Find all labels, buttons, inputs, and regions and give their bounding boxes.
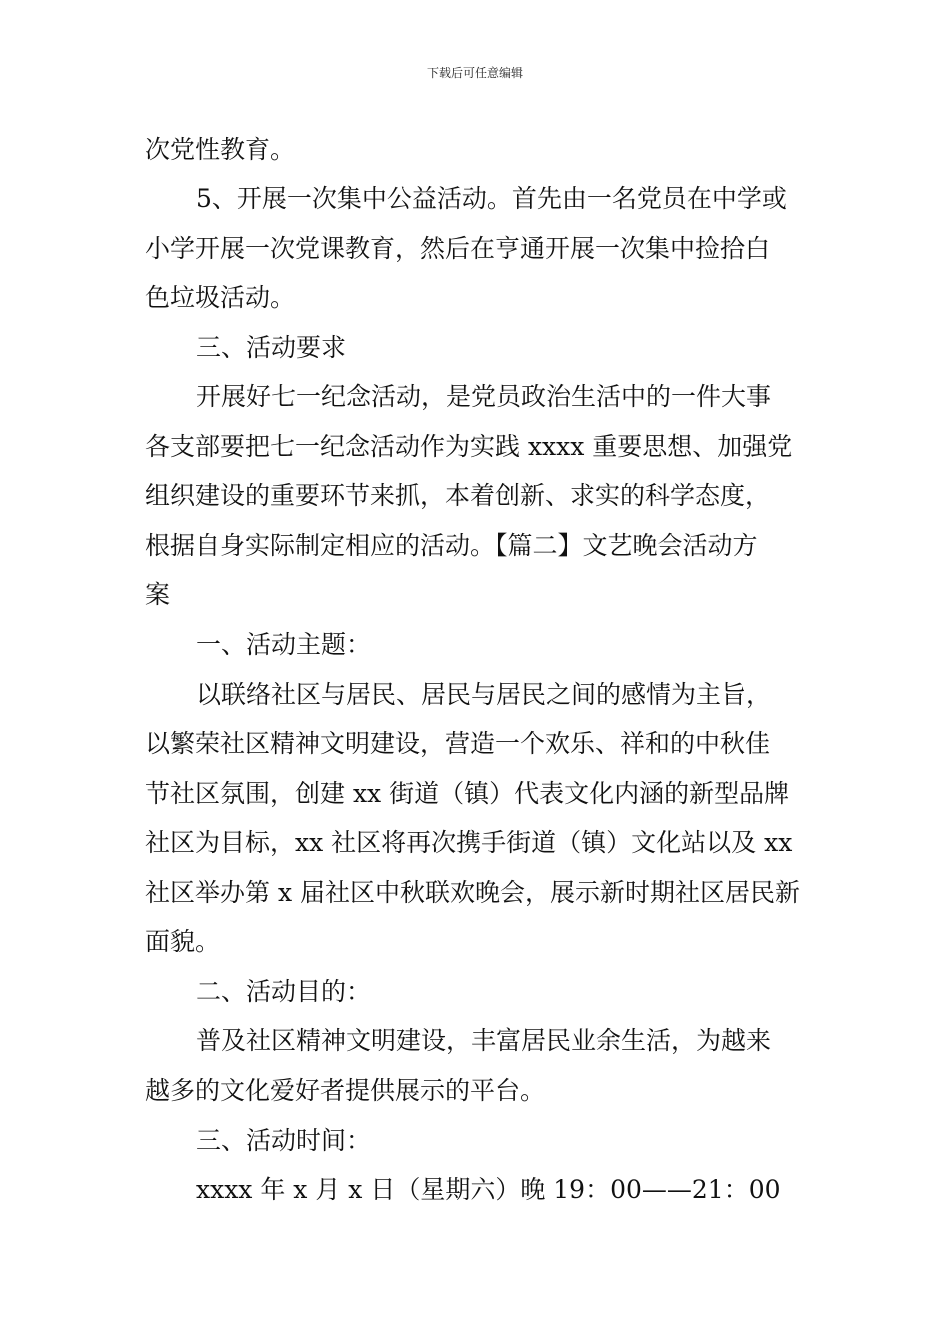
body-text-line: 次党性教育。 <box>145 135 296 164</box>
section-heading: 二、活动目的： <box>196 977 372 1006</box>
body-text-line: 各支部要把七一纪念活动作为实践 xxxx 重要思想、加强党 <box>145 432 793 461</box>
body-text-line: 面貌。 <box>145 927 221 956</box>
body-text-line: 根据自身实际制定相应的活动。【篇二】文艺晚会活动方 <box>145 531 758 560</box>
body-text-line: 色垃圾活动。 <box>145 283 296 312</box>
body-text-line: 小学开展一次党课教育，然后在亨通开展一次集中捡拾白 <box>145 234 771 263</box>
body-text-line: 越多的文化爱好者提供展示的平台。 <box>145 1076 546 1105</box>
page-header: 下载后可任意编辑 <box>426 66 523 80</box>
body-text-line: 社区举办第 x 届社区中秋联欢晚会，展示新时期社区居民新 <box>145 878 800 907</box>
body-text-line: 组织建设的重要环节来抓，本着创新、求实的科学态度， <box>145 481 771 510</box>
body-text-line: 开展好七一纪念活动，是党员政治生活中的一件大事 <box>196 382 772 411</box>
body-text-line: xxxx 年 x 月 x 日（星期六）晚 19：00——21：00 <box>196 1175 781 1204</box>
body-text-line: 5、开展一次集中公益活动。首先由一名党员在中学或 <box>196 184 787 213</box>
body-text-line: 节社区氛围，创建 xx 街道（镇）代表文化内涵的新型品牌 <box>145 779 790 808</box>
body-text-line: 以繁荣社区精神文明建设，营造一个欢乐、祥和的中秋佳 <box>145 729 771 758</box>
body-text-line: 以联络社区与居民、居民与居民之间的感情为主旨， <box>196 680 772 709</box>
section-heading: 一、活动主题： <box>196 630 372 659</box>
section-heading: 三、活动时间： <box>196 1126 372 1155</box>
body-text-line: 普及社区精神文明建设，丰富居民业余生活，为越来 <box>196 1026 772 1055</box>
section-heading: 三、活动要求 <box>196 333 347 362</box>
body-text-line: 社区为目标，xx 社区将再次携手街道（镇）文化站以及 xx <box>145 828 793 857</box>
body-text-line: 案 <box>145 580 171 609</box>
